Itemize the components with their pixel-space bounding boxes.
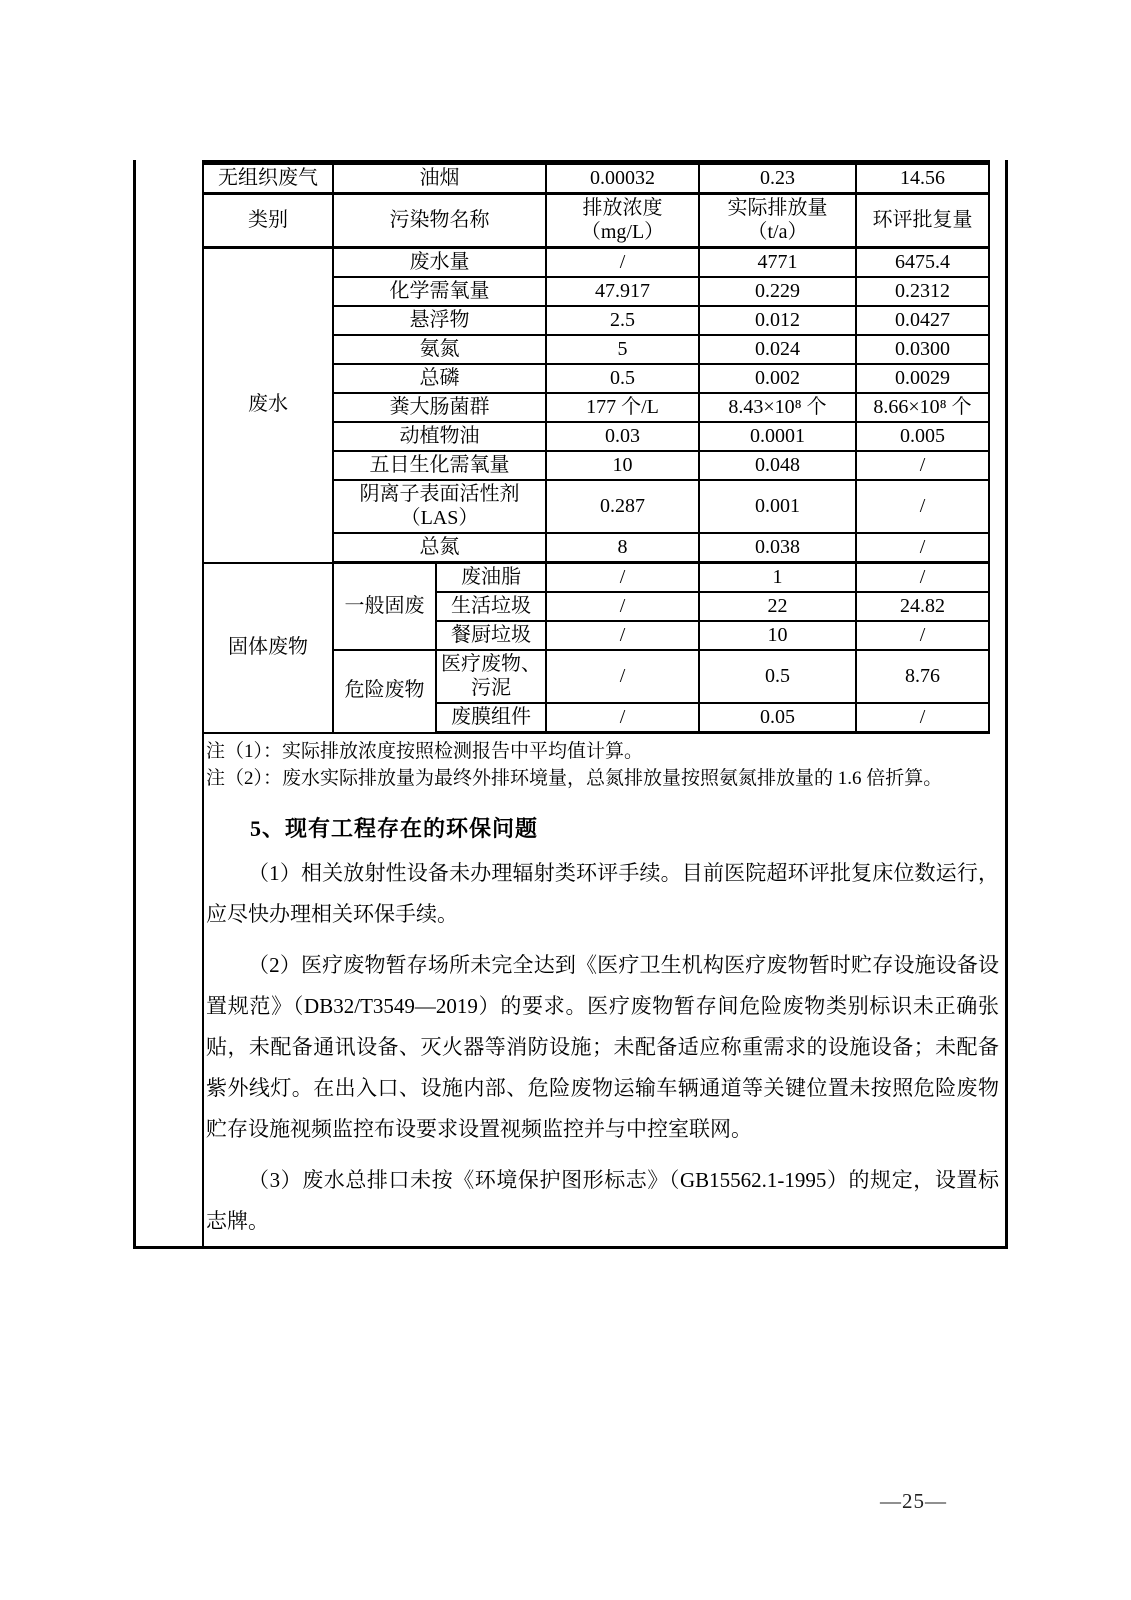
cell-approved: / bbox=[856, 533, 989, 563]
note-2: 注（2）：废水实际排放量为最终外排环境量，总氮排放量按照氨氮排放量的 1.6 倍折算。 bbox=[206, 768, 943, 789]
cell-pollutant-name: 废水量 bbox=[333, 248, 546, 278]
cell-approved: 8.66×10⁸ 个 bbox=[856, 393, 989, 422]
cell-pollutant-name: 医疗废物、污泥 bbox=[436, 650, 546, 703]
cell-pollutant-name: 氨氮 bbox=[333, 335, 546, 364]
cell-pollutant-name: 总氮 bbox=[333, 533, 546, 563]
cell-approved: 14.56 bbox=[856, 163, 989, 194]
eia-form-container bbox=[133, 160, 1008, 1249]
table-row bbox=[203, 563, 989, 593]
cell-approved: / bbox=[856, 563, 989, 593]
cell-actual: 4771 bbox=[699, 248, 856, 278]
cell-pollutant-name: 总磷 bbox=[333, 364, 546, 393]
cell-actual: 1 bbox=[699, 563, 856, 593]
cell-wastewater-category: 废水 bbox=[203, 248, 333, 563]
header-approved: 环评批复量 bbox=[856, 194, 989, 248]
cell-category: 无组织废气 bbox=[203, 163, 333, 194]
cell-actual: 0.05 bbox=[699, 703, 856, 733]
cell-actual: 0.001 bbox=[699, 480, 856, 533]
cell-concentration: 0.287 bbox=[546, 480, 699, 533]
cell-approved: / bbox=[856, 451, 989, 480]
cell-concentration: / bbox=[546, 650, 699, 703]
form-left-column bbox=[136, 160, 204, 1246]
header-actual bbox=[699, 194, 856, 248]
cell-concentration: 0.00032 bbox=[546, 163, 699, 194]
cell-concentration: / bbox=[546, 592, 699, 621]
cell-pollutant-name: 悬浮物 bbox=[333, 306, 546, 335]
header-category: 类别 bbox=[203, 194, 333, 248]
form-content-column bbox=[204, 160, 1005, 1246]
cell-actual: 0.012 bbox=[699, 306, 856, 335]
cell-concentration: 0.5 bbox=[546, 364, 699, 393]
cell-approved: / bbox=[856, 480, 989, 533]
cell-concentration: 0.03 bbox=[546, 422, 699, 451]
paragraph-2: （2）医疗废物暂存场所未完全达到《医疗卫生机构医疗废物暂时贮存设施设备设置规范》（DB32/T3549—2019）的要求。医疗废物暂存间危险废物类别标识未正确张贴，未配备通讯设备、灭火器等消防设施；未配备适应称重需求的设施设备；未配备紫外线灯。在出入口、设施内部、危险废物运输车辆通道等关键位置未按照危险废物贮存设施视频监控布设要求设置视频监控并与中控室联网。 bbox=[206, 953, 999, 1141]
header-actual-line1: 实际排放量 bbox=[727, 196, 828, 219]
cell-actual: 0.229 bbox=[699, 277, 856, 306]
cell-approved: 0.005 bbox=[856, 422, 989, 451]
header-pollutant: 污染物名称 bbox=[333, 194, 546, 248]
cell-hazardous-waste-label: 危险废物 bbox=[333, 650, 436, 733]
header-concentration bbox=[546, 194, 699, 248]
cell-pollutant-name: 阴离子表面活性剂（LAS） bbox=[333, 480, 546, 533]
cell-actual: 0.23 bbox=[699, 163, 856, 194]
cell-actual: 0.038 bbox=[699, 533, 856, 563]
cell-concentration: 177 个/L bbox=[546, 393, 699, 422]
cell-pollutant-name: 动植物油 bbox=[333, 422, 546, 451]
cell-pollutant-name: 粪大肠菌群 bbox=[333, 393, 546, 422]
cell-actual: 0.5 bbox=[699, 650, 856, 703]
cell-pollutant-name: 废膜组件 bbox=[436, 703, 546, 733]
cell-solid-waste-category: 固体废物 bbox=[203, 563, 333, 733]
cell-approved: 24.82 bbox=[856, 592, 989, 621]
cell-pollutant-name: 化学需氧量 bbox=[333, 277, 546, 306]
cell-approved: 0.0300 bbox=[856, 335, 989, 364]
section-heading: 5、现有工程存在的环保问题 bbox=[250, 816, 539, 841]
cell-concentration: / bbox=[546, 621, 699, 650]
cell-pollutant-name: 生活垃圾 bbox=[436, 592, 546, 621]
cell-concentration: 8 bbox=[546, 533, 699, 563]
note-1: 注（1）：实际排放浓度按照检测报告中平均值计算。 bbox=[206, 741, 644, 762]
cell-concentration: 47.917 bbox=[546, 277, 699, 306]
cell-actual: 10 bbox=[699, 621, 856, 650]
cell-actual: 0.024 bbox=[699, 335, 856, 364]
cell-concentration: 2.5 bbox=[546, 306, 699, 335]
cell-actual: 0.048 bbox=[699, 451, 856, 480]
table-row bbox=[203, 248, 989, 278]
table-row-fugitive-gas bbox=[203, 163, 989, 194]
pollutant-table bbox=[202, 160, 990, 734]
cell-pollutant-name: 五日生化需氧量 bbox=[333, 451, 546, 480]
cell-pollutant-name: 废油脂 bbox=[436, 563, 546, 593]
cell-approved: / bbox=[856, 621, 989, 650]
cell-approved: 0.0427 bbox=[856, 306, 989, 335]
cell-actual: 0.002 bbox=[699, 364, 856, 393]
cell-concentration: 5 bbox=[546, 335, 699, 364]
cell-approved: 8.76 bbox=[856, 650, 989, 703]
cell-pollutant-name: 餐厨垃圾 bbox=[436, 621, 546, 650]
cell-approved: 6475.4 bbox=[856, 248, 989, 278]
cell-concentration: / bbox=[546, 248, 699, 278]
paragraph-3: （3）废水总排口未按《环境保护图形标志》（GB15562.1-1995）的规定，设置标志牌。 bbox=[206, 1168, 999, 1233]
cell-concentration: 10 bbox=[546, 451, 699, 480]
cell-concentration: / bbox=[546, 703, 699, 733]
page-number: —25— bbox=[880, 1489, 947, 1513]
table-header-row bbox=[203, 194, 989, 248]
cell-approved: 0.2312 bbox=[856, 277, 989, 306]
table-notes bbox=[206, 738, 999, 792]
cell-general-solid-label: 一般固废 bbox=[333, 563, 436, 651]
cell-actual: 22 bbox=[699, 592, 856, 621]
header-concentration-line1: 排放浓度 bbox=[582, 196, 663, 219]
cell-pollutant-name: 油烟 bbox=[333, 163, 546, 194]
cell-concentration: / bbox=[546, 563, 699, 593]
cell-approved: / bbox=[856, 703, 989, 733]
cell-actual: 0.0001 bbox=[699, 422, 856, 451]
header-concentration-line2: （mg/L） bbox=[580, 220, 665, 243]
cell-approved: 0.0029 bbox=[856, 364, 989, 393]
header-actual-line2: （t/a） bbox=[747, 220, 808, 243]
paragraph-1: （1）相关放射性设备未办理辐射类环评手续。目前医院超环评批复床位数运行，应尽快办理相关环保手续。 bbox=[206, 861, 999, 926]
cell-actual: 8.43×10⁸ 个 bbox=[699, 393, 856, 422]
